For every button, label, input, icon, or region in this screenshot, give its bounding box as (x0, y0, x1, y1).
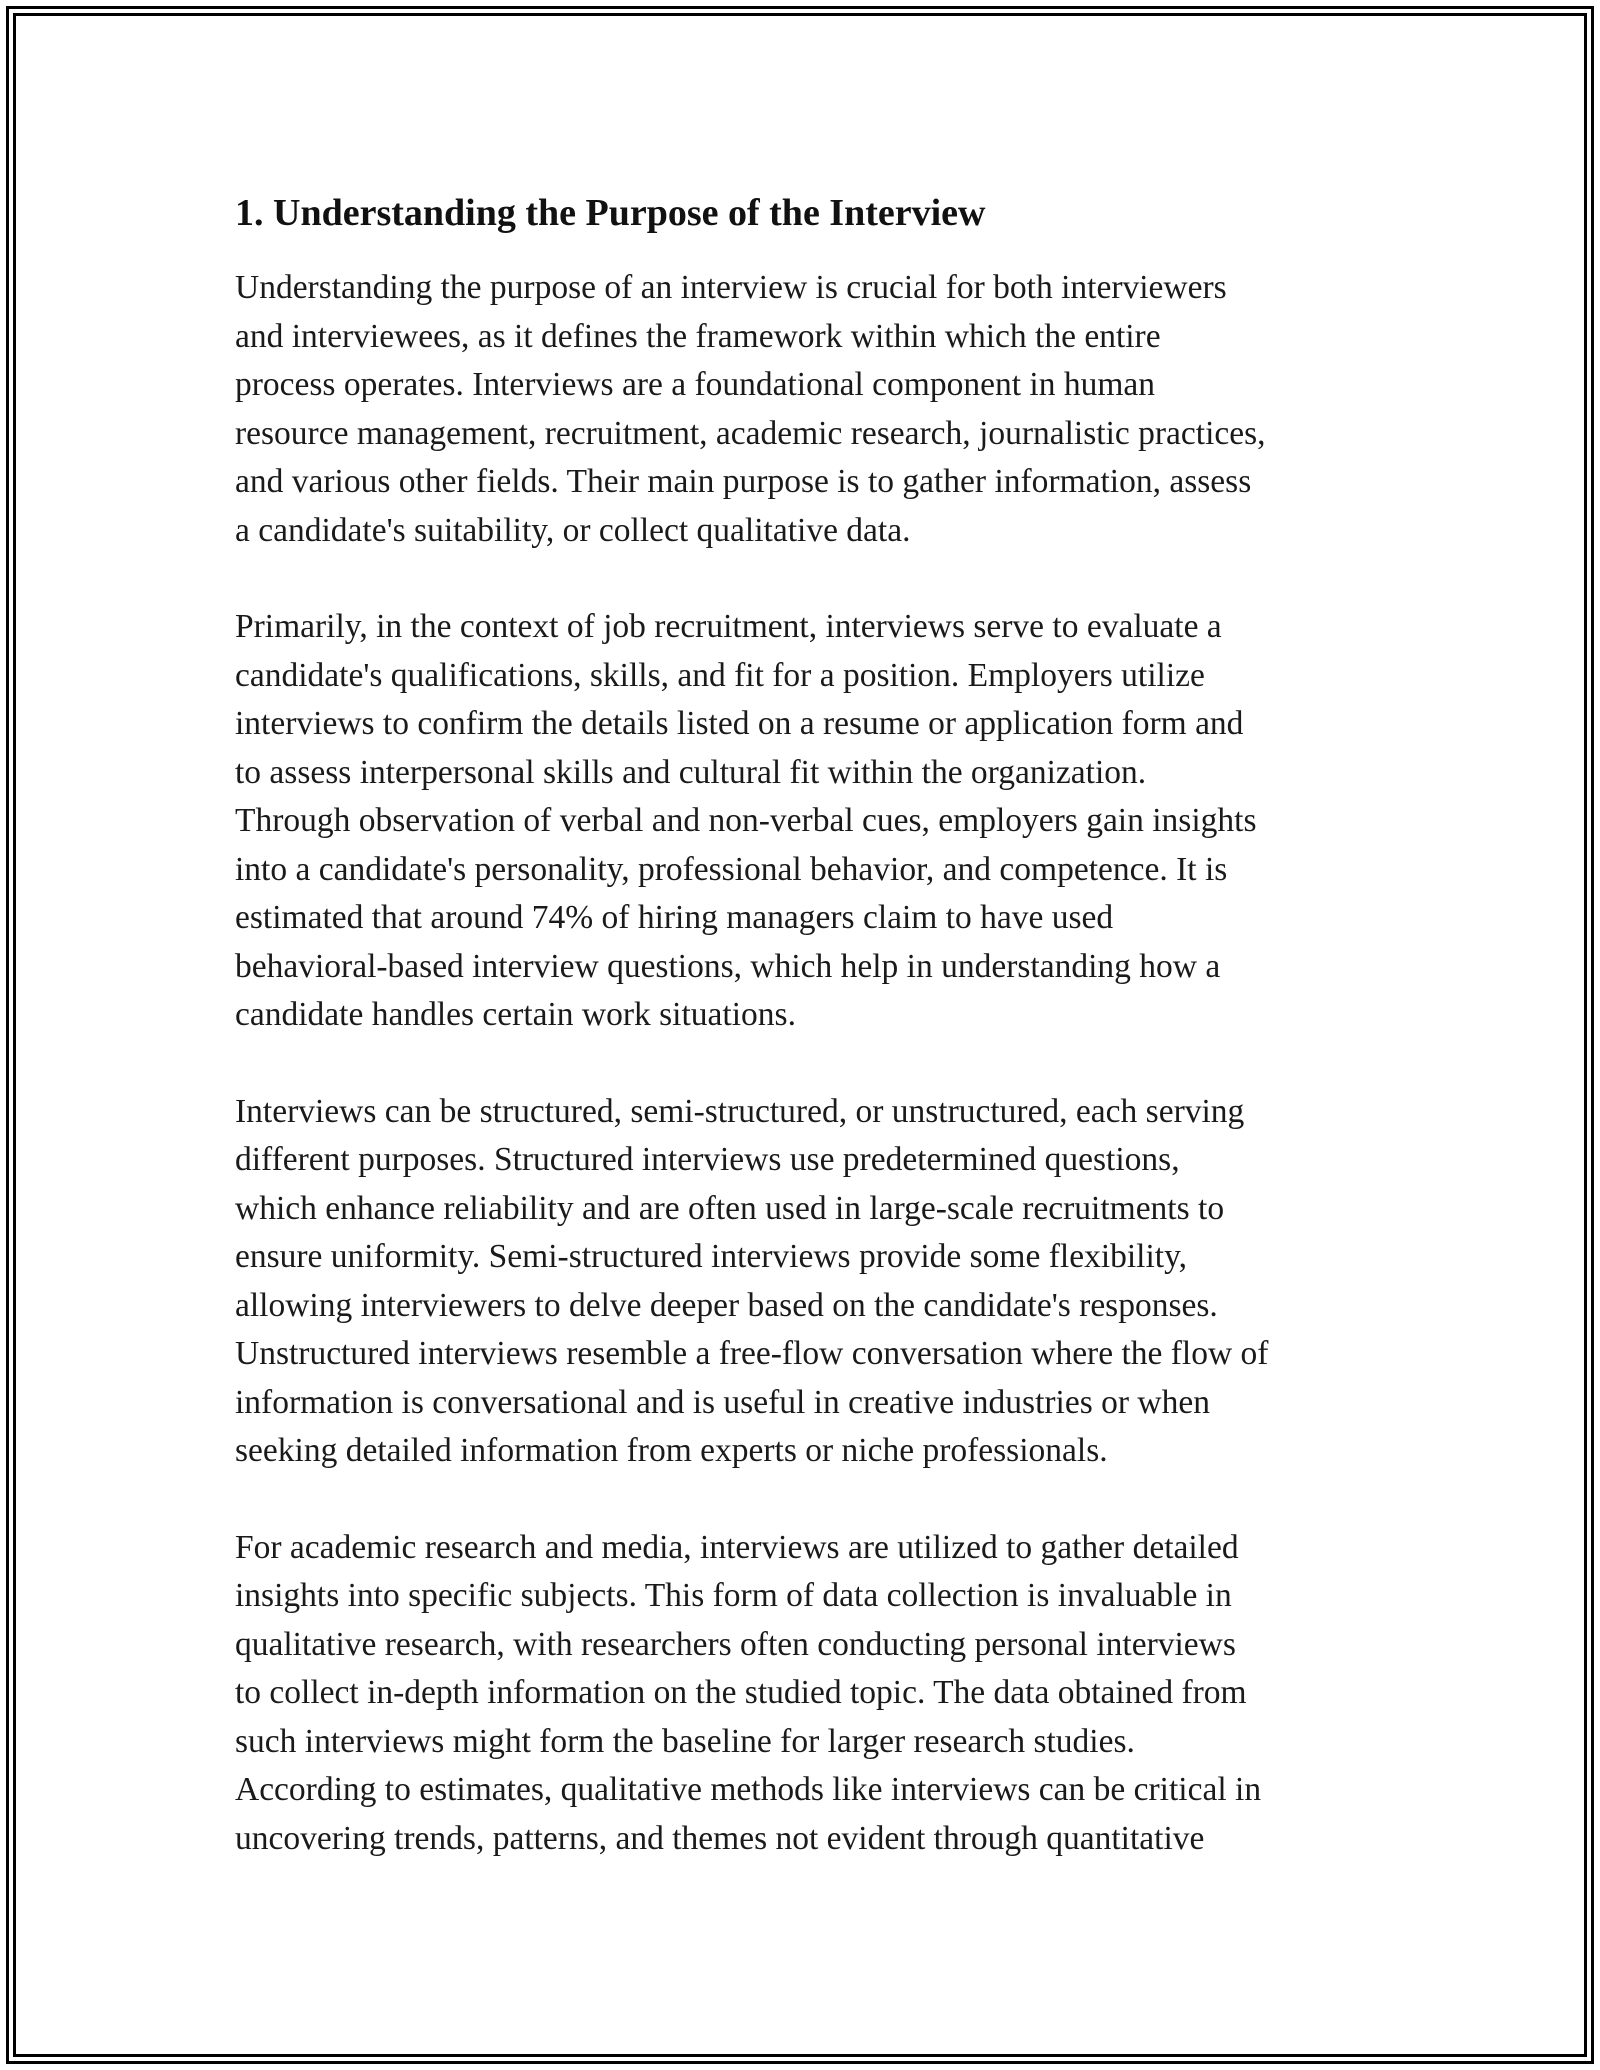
text-line: uncovering trends, patterns, and themes not evident through quantitative (235, 1819, 1205, 1857)
text-line: Through observation of verbal and non-verbal cues, employers gain insights (235, 802, 1257, 839)
text-line: information is conversational and is useful in creative industries or when (235, 1383, 1210, 1421)
paragraph-job-recruitment (235, 603, 1380, 1040)
text-line: estimated that around 74% of hiring managers claim to have used (235, 899, 1114, 936)
text-line: seeking detailed information from experts or niche professionals. (235, 1432, 1108, 1469)
text-line: Understanding the purpose of an interview is crucial for both interviewers (235, 269, 1227, 306)
text-line: behavioral-based interview questions, which help in understanding how a (235, 947, 1221, 985)
paragraph-interview-types (235, 1088, 1380, 1476)
text-line: resource management, recruitment, academic research, journalistic practices, (235, 414, 1266, 452)
document-body (235, 188, 1380, 1911)
text-line: For academic research and media, interviews are utilized to gather detailed (235, 1528, 1239, 1566)
text-line: insights into specific subjects. This form of data collection is invaluable in (235, 1577, 1232, 1614)
text-line: Primarily, in the context of job recruitment, interviews serve to evaluate a (235, 608, 1222, 645)
text-line: ensure uniformity. Semi-structured interviews provide some flexibility, (235, 1238, 1188, 1275)
text-line: to assess interpersonal skills and cultural fit within the organization. (235, 753, 1147, 791)
text-line: process operates. Interviews are a foundational component in human (235, 366, 1156, 403)
text-line: such interviews might form the baseline for larger research studies. (235, 1722, 1135, 1760)
text-line: and various other fields. Their main purpose is to gather information, assess (235, 463, 1252, 500)
text-line: According to estimates, qualitative methods like interviews can be critical in (235, 1771, 1262, 1808)
text-line: different purposes. Structured interviews use predetermined questions, (235, 1141, 1180, 1178)
text-line: interviews to confirm the details listed on a resume or application form and (235, 705, 1244, 742)
text-line: candidate's qualifications, skills, and fit for a position. Employers utilize (235, 656, 1205, 694)
paragraph-purpose-overview (235, 264, 1380, 555)
text-line: and interviewees, as it defines the framework within which the entire (235, 317, 1161, 355)
text-line: a candidate's suitability, or collect qualitative data. (235, 511, 911, 549)
text-line: candidate handles certain work situations. (235, 996, 796, 1033)
text-line: to collect in-depth information on the studied topic. The data obtained from (235, 1674, 1247, 1711)
text-line: which enhance reliability and are often used in large-scale recruitments to (235, 1189, 1225, 1227)
text-line: into a candidate's personality, professional behavior, and competence. It is (235, 850, 1228, 888)
paragraph-academic-research (235, 1524, 1380, 1864)
text-line: allowing interviewers to delve deeper based on the candidate's responses. (235, 1286, 1218, 1324)
section-heading: 1. Understanding the Purpose of the Interview (235, 192, 986, 234)
text-line: Interviews can be structured, semi-structured, or unstructured, each serving (235, 1092, 1245, 1130)
text-line: qualitative research, with researchers often conducting personal interviews (235, 1625, 1236, 1663)
text-line: Unstructured interviews resemble a free-flow conversation where the flow of (235, 1335, 1269, 1372)
